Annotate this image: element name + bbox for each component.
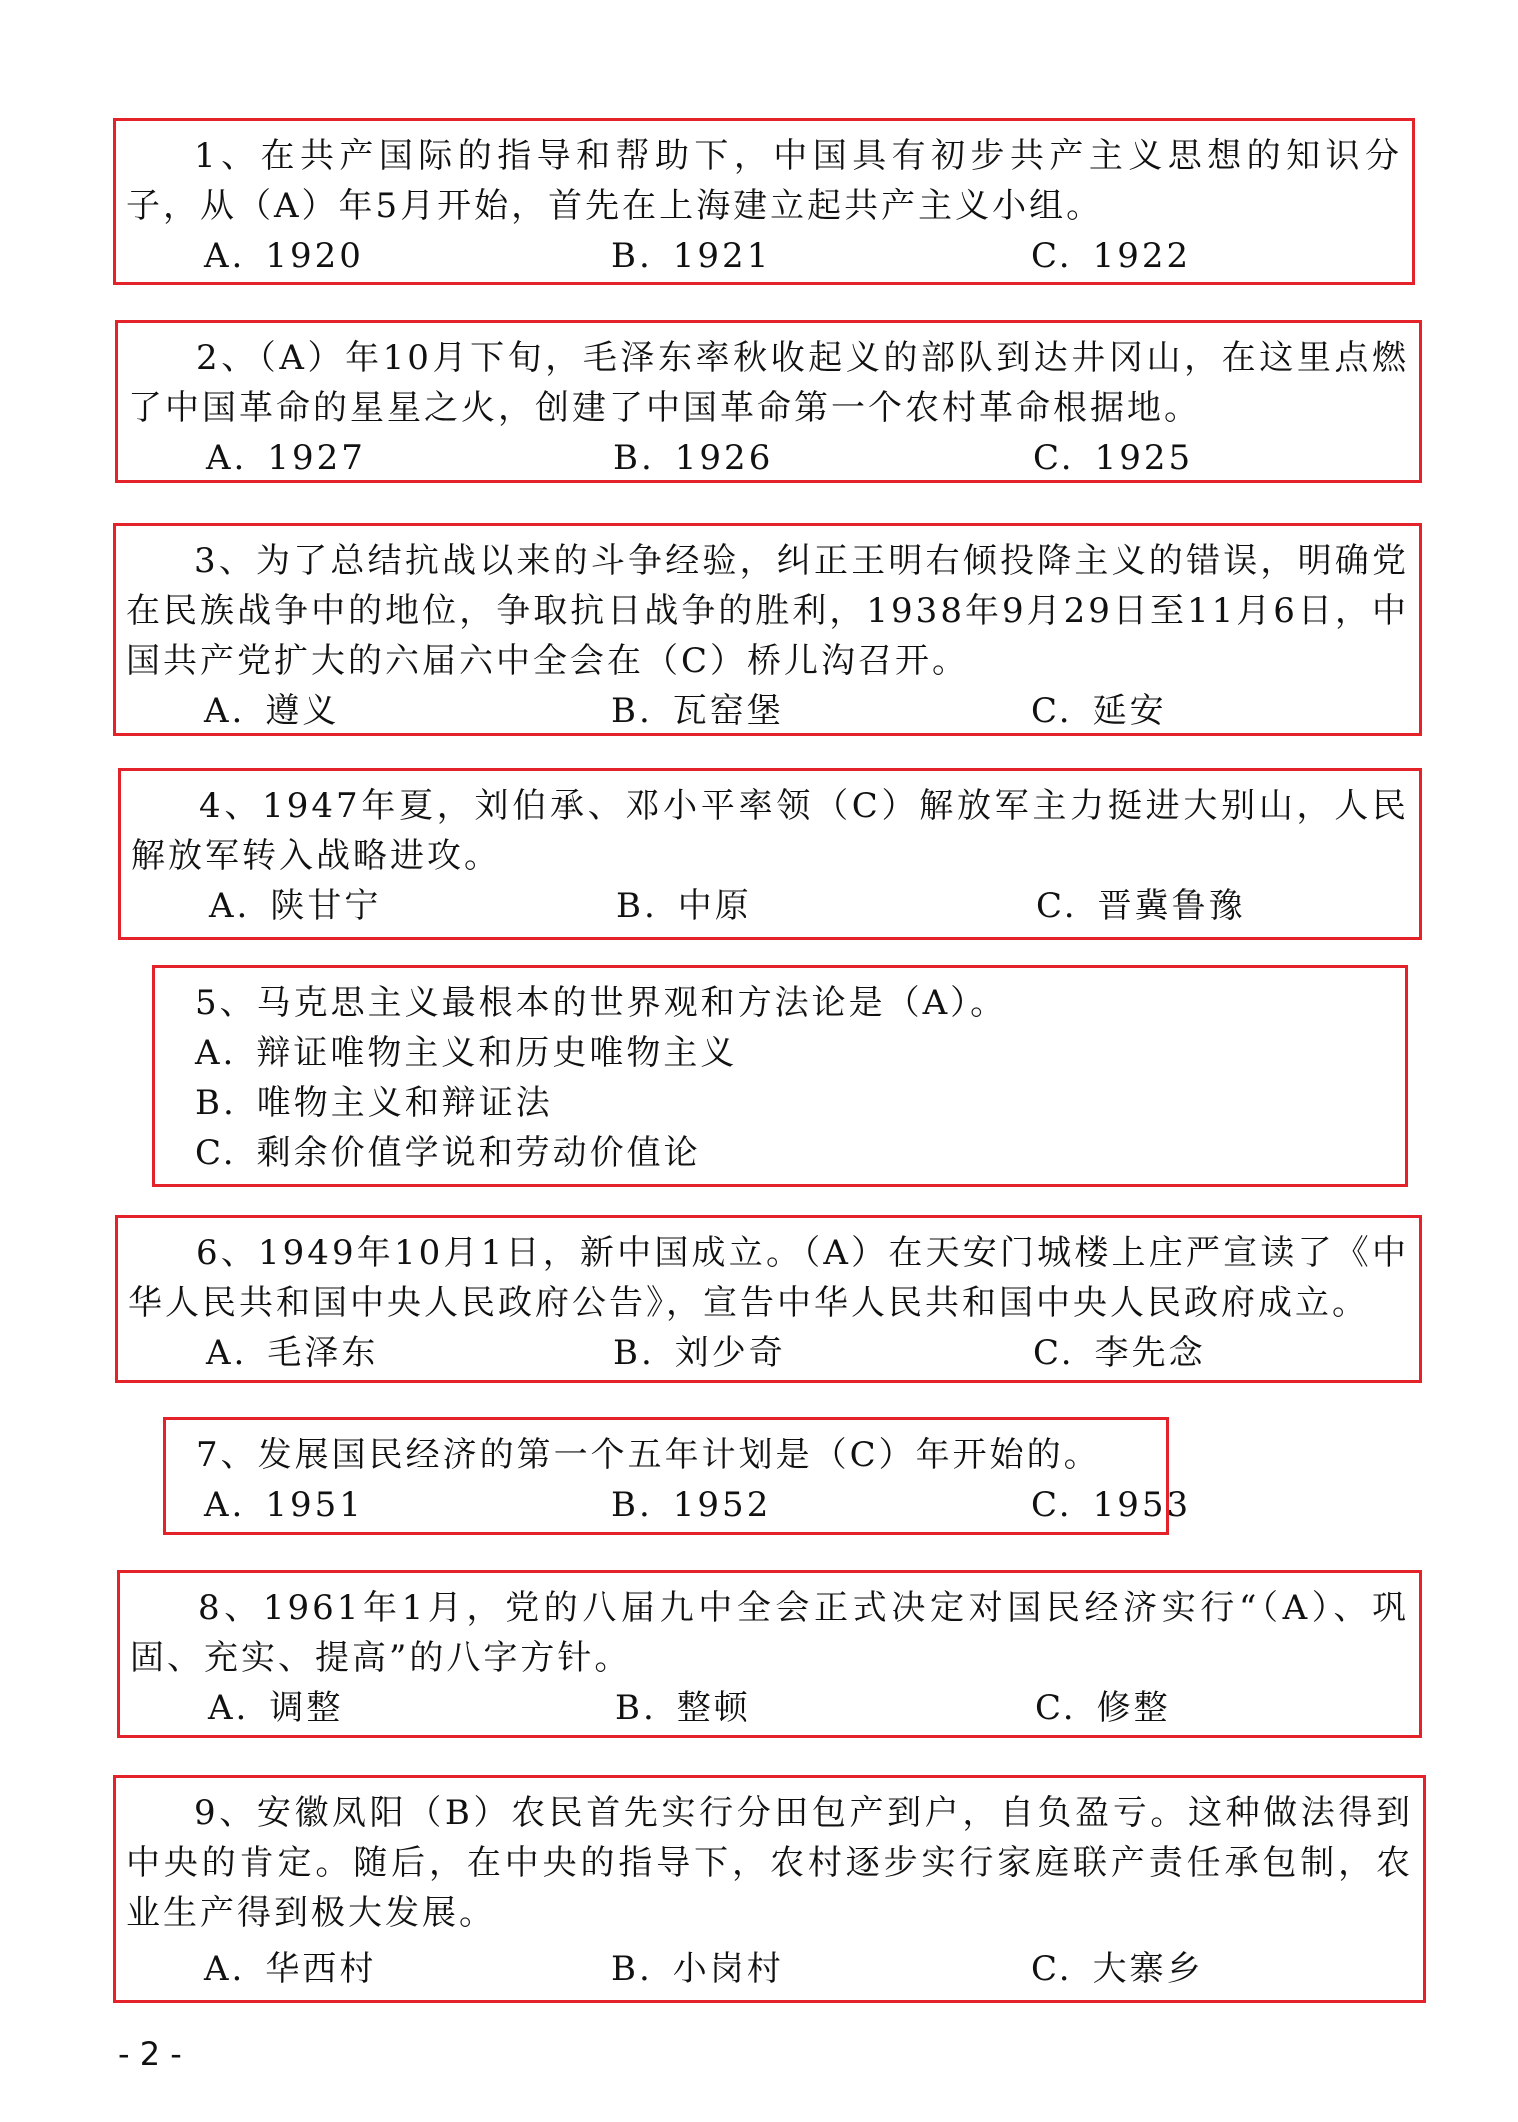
option-c: C. 1953	[1031, 1485, 1192, 1525]
option-b: B. 1926	[613, 438, 774, 478]
option-b: B. 小岗村	[611, 1949, 784, 1989]
option-a: A. 毛泽东	[206, 1333, 379, 1373]
options-row	[126, 1944, 1413, 1994]
option-c: C. 晋冀鲁豫	[1036, 886, 1246, 926]
option-b: B. 整顿	[615, 1688, 751, 1728]
question-stem: 6、1949年10月1日，新中国成立。（A）在天安门城楼上庄严宣读了《中华人民共和国中央人民政府公告》，宣告中华人民共和国中央人民政府成立。	[128, 1233, 1409, 1323]
options-row	[126, 231, 1402, 281]
options-row	[130, 1683, 1409, 1733]
option-b: B. 中原	[616, 886, 752, 926]
options-column	[155, 1028, 1395, 1178]
question-stem: 1、在共产国际的指导和帮助下，中国具有初步共产主义思想的知识分子，从（A）年5月开始，首先在上海建立起共产主义小组。	[126, 136, 1402, 226]
question-stem: 9、安徽凤阳（B）农民首先实行分田包产到户，自负盈亏。这种做法得到中央的肯定。随后，在中央的指导下，农村逐步实行家庭联产责任承包制，农业生产得到极大发展。	[126, 1793, 1413, 1933]
question-8	[117, 1570, 1422, 1738]
question-9	[113, 1775, 1426, 2003]
options-row	[128, 1328, 1409, 1378]
option-c: C. 剩余价值学说和劳动价值论	[195, 1133, 701, 1173]
question-stem: 8、1961年1月，党的八届九中全会正式决定对国民经济实行“（A）、巩固、充实、提高”的八字方针。	[130, 1588, 1409, 1678]
option-b: B. 唯物主义和辩证法	[195, 1083, 553, 1123]
option-a: A. 1951	[204, 1485, 364, 1525]
question-5	[152, 965, 1408, 1187]
option-a: A. 陕甘宁	[209, 886, 382, 926]
option-c: C. 修整	[1035, 1688, 1171, 1728]
options-row	[128, 433, 1409, 483]
question-stem: 4、1947年夏，刘伯承、邓小平率领（C）解放军主力挺进大别山，人民解放军转入战略进攻。	[131, 786, 1409, 876]
option-a: A. 1927	[206, 438, 366, 478]
options-row	[126, 1480, 1192, 1530]
question-2	[115, 320, 1422, 483]
question-3	[113, 523, 1422, 736]
option-b: B. 1921	[611, 236, 772, 276]
question-7	[163, 1417, 1192, 1535]
option-c: C. 李先念	[1033, 1333, 1206, 1373]
options-row	[131, 881, 1409, 931]
question-4	[118, 768, 1422, 940]
option-c: C. 延安	[1031, 691, 1167, 731]
option-a: A. 华西村	[204, 1949, 377, 1989]
question-stem: 2、（A）年10月下旬，毛泽东率秋收起义的部队到达井冈山，在这里点燃了中国革命的星星之火，创建了中国革命第一个农村革命根据地。	[128, 338, 1409, 428]
question-stem: 7、发展国民经济的第一个五年计划是（C）年开始的。	[196, 1435, 1101, 1475]
question-stem: 3、为了总结抗战以来的斗争经验，纠正王明右倾投降主义的错误，明确党在民族战争中的地位，争取抗日战争的胜利，1938年9月29日至11月6日，中国共产党扩大的六届六中全会在（C）桥儿沟召开。	[126, 541, 1409, 681]
option-a: A. 1920	[204, 236, 364, 276]
option-c: C. 大寨乡	[1031, 1949, 1204, 1989]
option-b: B. 刘少奇	[613, 1333, 786, 1373]
option-c: C. 1925	[1033, 438, 1194, 478]
option-a: A. 调整	[208, 1688, 344, 1728]
page-number: - 2 -	[118, 2035, 182, 2073]
question-stem: 5、马克思主义最根本的世界观和方法论是（A）。	[195, 983, 1008, 1023]
option-a: A. 遵义	[204, 691, 340, 731]
question-1	[113, 118, 1415, 285]
option-c: C. 1922	[1031, 236, 1192, 276]
option-b: B. 瓦窑堡	[611, 691, 784, 731]
options-row	[126, 686, 1409, 736]
question-6	[115, 1215, 1422, 1383]
option-a: A. 辩证唯物主义和历史唯物主义	[195, 1033, 738, 1073]
option-b: B. 1952	[611, 1485, 772, 1525]
